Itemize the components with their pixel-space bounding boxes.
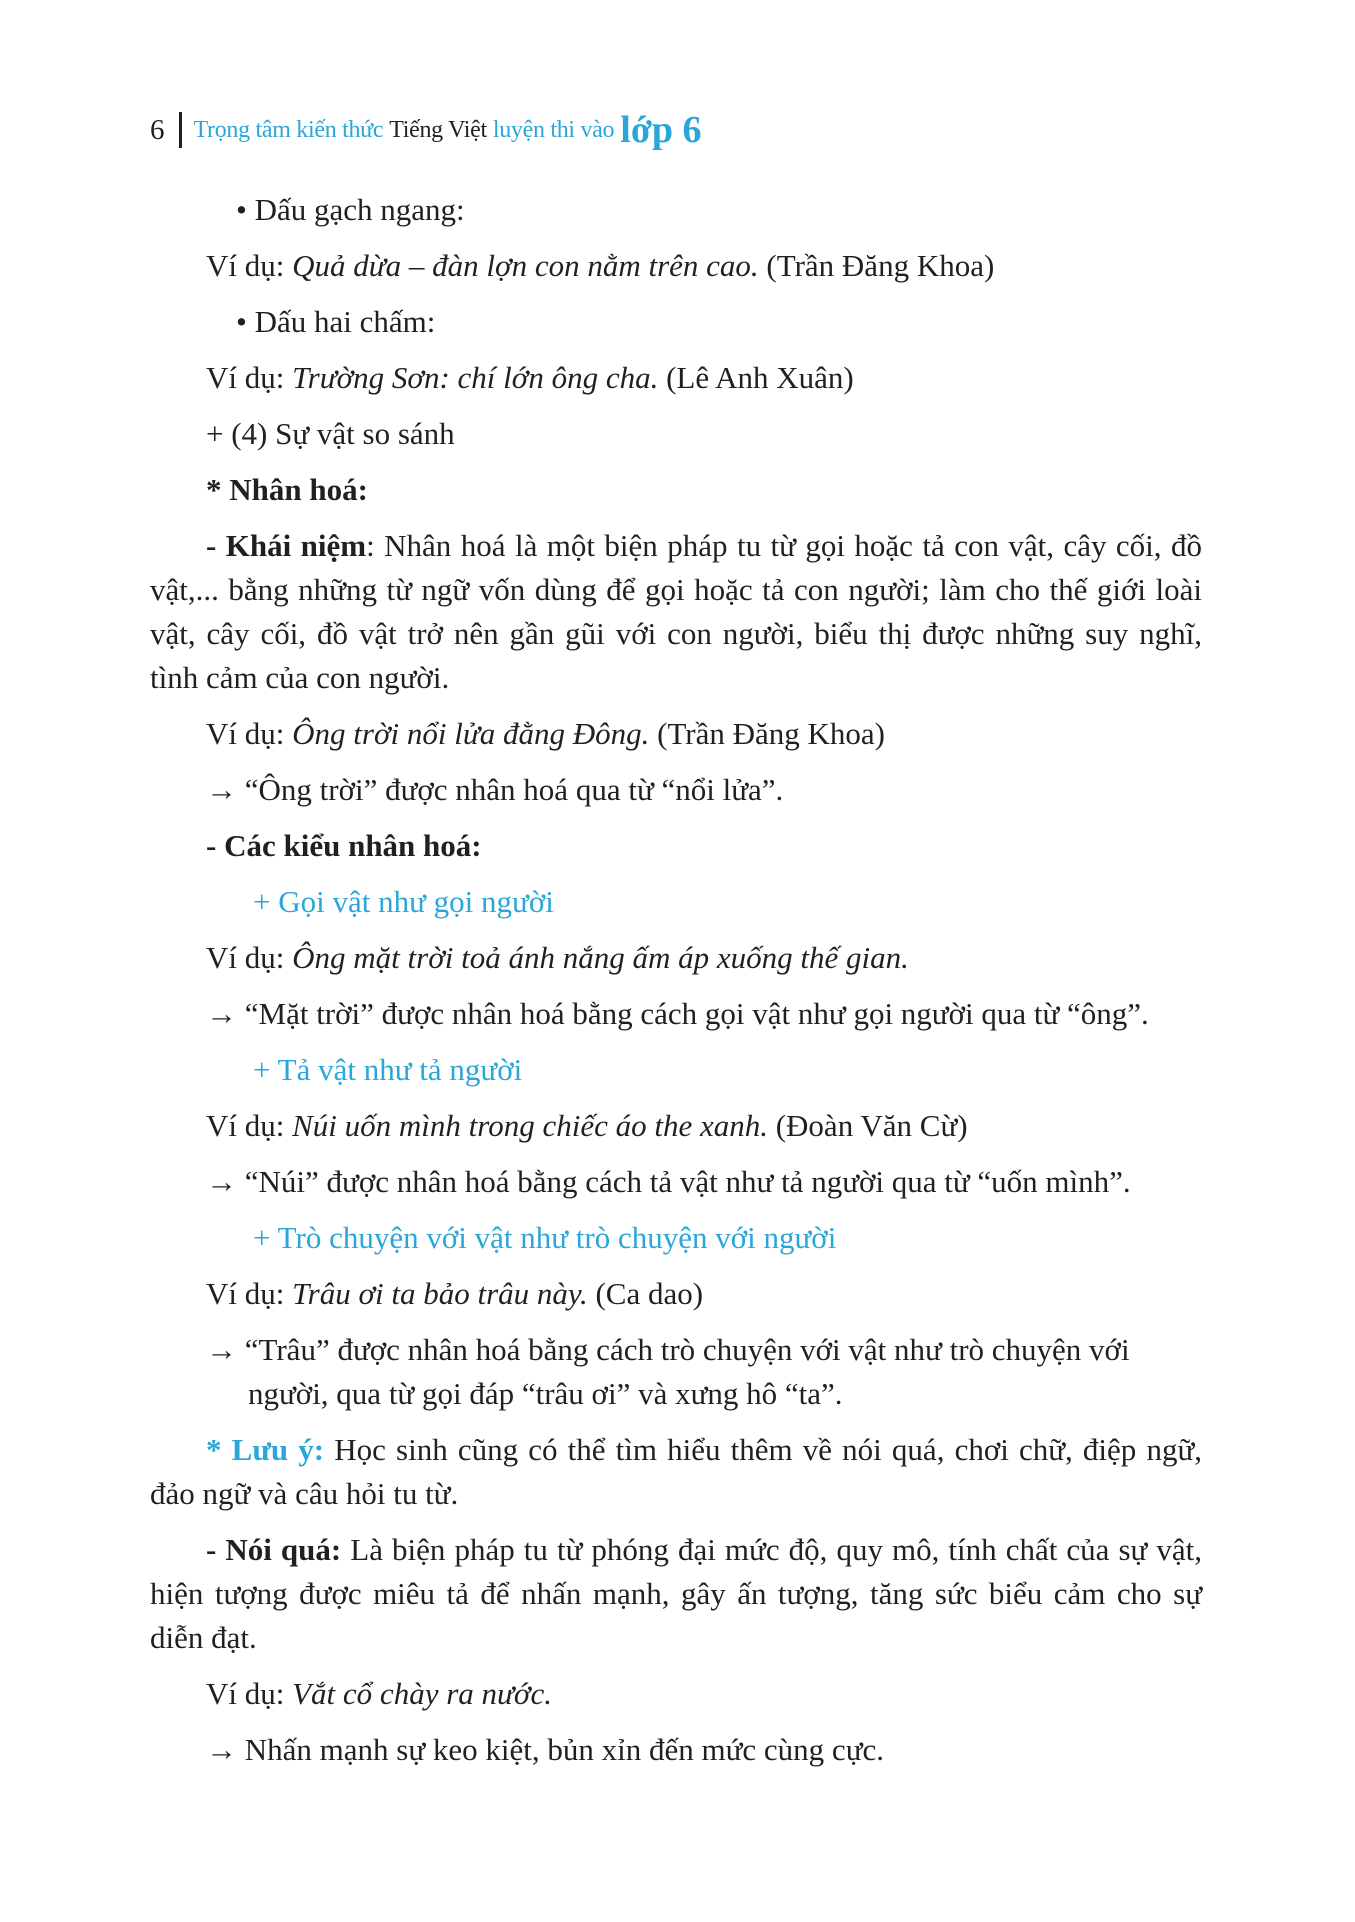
example-label: Ví dụ: (206, 1676, 293, 1711)
luu-y-paragraph (150, 1428, 1202, 1516)
kieu-1-heading: + Gọi vật như gọi người (253, 884, 554, 919)
noi-qua-paragraph (150, 1528, 1202, 1660)
example-6-note: → “Trâu” được nhân hoá bằng cách trò chuyện với vật như trò chuyện với người, qua từ gọi đáp “trâu ơi” và xưng hô “ta”. (206, 1332, 1130, 1411)
item-4: + (4) Sự vật so sánh (206, 416, 455, 451)
kieu-3-heading: + Trò chuyện với vật như trò chuyện với người (253, 1220, 837, 1255)
noi-qua-label: - Nói quá: (206, 1532, 342, 1567)
bullet-dash: • Dấu gạch ngang: (236, 192, 465, 227)
example-label: Ví dụ: (206, 716, 293, 751)
example-7-note: → Nhấn mạnh sự keo kiệt, bủn xỉn đến mức cùng cực. (206, 1732, 885, 1767)
book-title-part-1: Trọng tâm kiến thức (193, 116, 384, 143)
example-text: Trâu ơi ta bảo trâu này. (292, 1276, 588, 1311)
example-text: Trường Sơn: chí lớn ông cha. (292, 360, 659, 395)
book-title-part-3: luyện thi vào (492, 116, 615, 143)
page-number: 6 (150, 113, 165, 146)
example-5-note: → “Núi” được nhân hoá bằng cách tả vật như tả người qua từ “uốn mình”. (206, 1164, 1131, 1199)
example-label: Ví dụ: (206, 1108, 293, 1143)
example-7 (150, 1672, 1202, 1716)
cac-kieu-heading: - Các kiểu nhân hoá: (206, 828, 482, 863)
book-title-part-2: Tiếng Việt (389, 116, 487, 143)
nhan-hoa-heading: * Nhân hoá: (206, 472, 368, 507)
header-divider (179, 112, 182, 148)
bullet-colon: • Dấu hai chấm: (236, 304, 436, 339)
khai-niem-text: : Nhân hoá là một biện pháp tu từ gọi hoặc tả con vật, cây cối, đồ vật,... bằng những từ ngữ vốn dùng để gọi hoặc tả con người; làm cho thế giới loài vật, cây cối, đồ vật trở nên gần gũi với con người, biểu thị được những suy nghĩ, tình cảm của con người. (150, 528, 1202, 695)
example-source: (Trần Đăng Khoa) (649, 716, 885, 751)
example-label: Ví dụ: (206, 940, 293, 975)
example-2 (150, 356, 1202, 400)
luu-y-label: * Lưu ý: (206, 1432, 325, 1467)
example-label: Ví dụ: (206, 248, 293, 283)
example-label: Ví dụ: (206, 1276, 293, 1311)
example-5 (150, 1104, 1202, 1148)
example-text: Ông mặt trời toả ánh nắng ấm áp xuống thế gian. (292, 940, 909, 975)
luu-y-text: Học sinh cũng có thể tìm hiểu thêm về nói quá, chơi chữ, điệp ngữ, đảo ngữ và câu hỏi tu từ. (150, 1432, 1202, 1511)
page-header (150, 108, 708, 152)
khai-niem-paragraph (150, 524, 1202, 700)
example-source: (Ca dao) (587, 1276, 704, 1311)
example-source: (Lê Anh Xuân) (658, 360, 854, 395)
example-source: (Đoàn Văn Cừ) (767, 1108, 968, 1143)
book-title-grade: lớp 6 (620, 109, 702, 151)
example-text: Quả dừa – đàn lợn con nằm trên cao. (292, 248, 759, 283)
example-label: Ví dụ: (206, 360, 293, 395)
page-body (150, 188, 1202, 1784)
example-text: Ông trời nổi lửa đằng Đông. (292, 716, 650, 751)
example-4-note: → “Mặt trời” được nhân hoá bằng cách gọi vật như gọi người qua từ “ông”. (206, 996, 1149, 1031)
example-4 (150, 936, 1202, 980)
example-text: Vắt cổ chày ra nước. (292, 1676, 552, 1711)
example-3 (150, 712, 1202, 756)
noi-qua-text: Là biện pháp tu từ phóng đại mức độ, quy mô, tính chất của sự vật, hiện tượng được miêu tả để nhấn mạnh, gây ấn tượng, tăng sức biểu cảm cho sự diễn đạt. (150, 1532, 1202, 1655)
kieu-2-heading: + Tả vật như tả người (253, 1052, 523, 1087)
example-6 (150, 1272, 1202, 1316)
example-3-note: → “Ông trời” được nhân hoá qua từ “nổi lửa”. (206, 772, 784, 807)
khai-niem-label: - Khái niệm (206, 528, 367, 563)
example-text: Núi uốn mình trong chiếc áo the xanh. (292, 1108, 768, 1143)
example-1 (150, 244, 1202, 288)
example-source: (Trần Đăng Khoa) (758, 248, 995, 283)
